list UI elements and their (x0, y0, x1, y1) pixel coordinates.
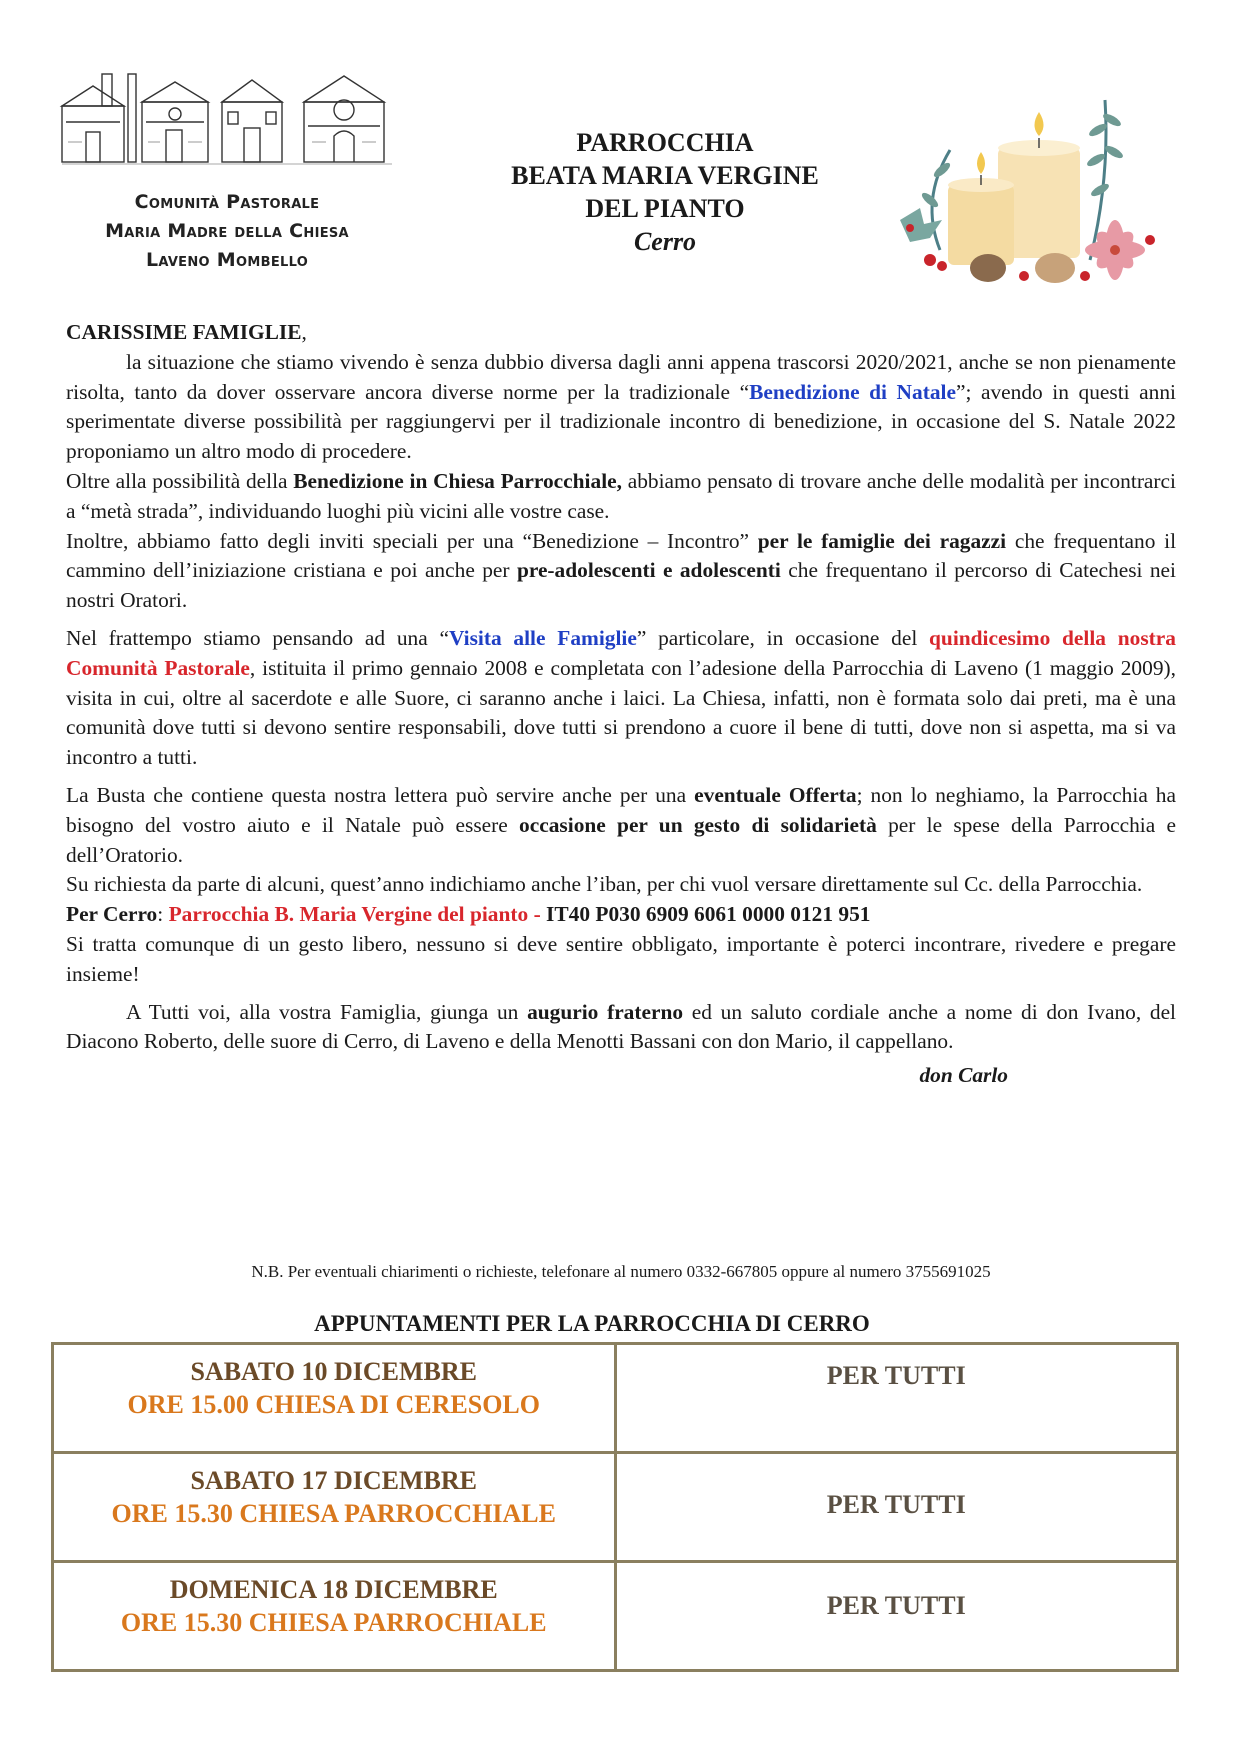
text-run: A Tutti voi, alla vostra Famiglia, giunga un (126, 999, 528, 1024)
greeting-punct: , (301, 320, 307, 344)
paragraph (66, 348, 1176, 467)
appointment-time: ORE 15.30 CHIESA PARROCCHIALE (111, 1499, 556, 1528)
iban-holder: Parrocchia B. Maria Vergine del pianto (168, 902, 529, 927)
text-run: abbiamo pensato di trovare anche delle modalità per incontrarci a “metà strada”, individuando luoghi più vicini alle vostre case. (66, 468, 1176, 523)
parish-line: BEATA MARIA VERGINE (511, 161, 819, 190)
signature: don Carlo (919, 1063, 1008, 1088)
appointment-who (615, 1453, 1178, 1562)
bold-run: Benedizione in Chiesa Parrocchiale, (293, 468, 622, 493)
paragraph (66, 998, 1176, 1058)
paragraph (66, 870, 1176, 900)
christmas-candles-illustration (880, 90, 1180, 285)
text-run: La Busta che contiene questa nostra lettera può servire anche per una (66, 782, 695, 807)
iban-code: IT40 P030 6909 6061 0000 0121 951 (546, 902, 871, 927)
paragraph (66, 781, 1176, 870)
text-run: Inoltre, abbiamo fatto degli inviti speciali per una “Benedizione – Incontro” (66, 528, 758, 553)
text-run: Oltre alla possibilità della (66, 468, 294, 493)
paragraph (66, 624, 1176, 773)
parish-location: Cerro (633, 227, 697, 256)
appointment-who (615, 1562, 1178, 1671)
text-run: che frequentano il percorso di Catechesi nei nostri Oratori. (66, 558, 1176, 613)
contact-note: N.B. Per eventuali chiarimenti o richieste, telefonare al numero 0332-667805 oppure al numero 3755691025 (251, 1262, 991, 1281)
appointment-time: ORE 15.30 CHIESA PARROCHIALE (120, 1608, 547, 1637)
appointment-who (615, 1344, 1178, 1453)
table-row (53, 1562, 1178, 1671)
appointment-day: SABATO 10 DICEMBRE (190, 1357, 478, 1386)
paragraph (66, 527, 1176, 616)
iban-line (66, 900, 1176, 930)
community-line: Comunità Pastorale (134, 191, 320, 213)
text-run: ed un saluto cordiale anche a nome di don Ivano, del Diacono Roberto, delle suore di Cerro, di Laveno e della Menotti Bassani con don Mario, il cappellano. (66, 999, 1177, 1054)
text-run: per le spese della Parrocchia e dell’Oratorio. (66, 812, 1176, 867)
appointment-audience: PER TUTTI (826, 1591, 966, 1620)
text-run: ”; avendo in questi anni sperimentate diverse possibilità per raggiungervi per il tradizionale incontro di benedizione, in occasione del S. Natale 2022 proponiamo un altro modo di procedere. (66, 379, 1176, 464)
community-name (58, 188, 396, 275)
highlight-blue: Benedizione di Natale (749, 379, 956, 404)
greeting-text: CARISSIME FAMIGLIE (66, 320, 302, 344)
greeting (66, 318, 1176, 348)
highlight-blue: Visita alle Famiglie (448, 625, 637, 650)
iban-dash: - (528, 902, 547, 927)
appointments-title: APPUNTAMENTI PER LA PARROCCHIA DI CERRO (314, 1311, 870, 1336)
appointment-audience: PER TUTTI (826, 1490, 966, 1519)
text-run: , istituita il primo gennaio 2008 e completata con l’adesione della Parrocchia di Laveno (1 maggio 2009), visita in cui, oltre al sacerdote e alle Suore, ci saranno anche i laici. La Chiesa, infatti, non è formata solo dai preti, ma è una comunità dove tutti si devono sentire responsabili, dove tutti si prendono a cuore il bene di tutti, dove non si aspetta, ma si va incontro a tutti. (66, 655, 1176, 770)
text-run: che frequentano il cammino dell’iniziazione cristiana e poi anche per (66, 528, 1177, 583)
text-run: Su richiesta da parte di alcuni, quest’anno indichiamo anche l’iban, per chi vuol versare direttamente sul Cc. della Parrocchia. (66, 872, 1143, 897)
churches-sketch-logo (58, 72, 396, 168)
text-run: Si tratta comunque di un gesto libero, nessuno si deve sentire obbligato, importante è poterci incontrare, rivedere e pregare insieme! (66, 931, 1176, 986)
appointment-day: DOMENICA 18 DICEMBRE (169, 1575, 498, 1604)
iban-colon: : (157, 902, 169, 927)
parish-line: PARROCCHIA (576, 128, 754, 157)
highlight-red: quindicesimo della nostra Comunità Pastorale (66, 625, 1176, 680)
appointment-time: ORE 15.00 CHIESA DI CERESOLO (127, 1390, 540, 1419)
parish-line: DEL PIANTO (585, 194, 745, 223)
table-row (53, 1344, 1178, 1453)
text-run: ” particolare, in occasione del (636, 625, 930, 650)
appointment-when (53, 1453, 616, 1562)
text-run: ; non lo neghiamo, la Parrocchia ha bisogno del vostro aiuto e il Natale può essere (66, 782, 1176, 837)
appointment-day: SABATO 17 DICEMBRE (190, 1466, 478, 1495)
bold-run: pre-adolescenti e adolescenti (516, 558, 781, 583)
parish-title (460, 126, 870, 258)
appointment-when (53, 1344, 616, 1453)
community-line: Laveno Mombello (145, 249, 309, 271)
bold-run: per le famiglie dei ragazzi (757, 528, 1007, 553)
bold-run: augurio fraterno (527, 999, 684, 1024)
letterhead (0, 0, 1240, 300)
community-line: Maria Madre della Chiesa (105, 220, 349, 242)
text-run: Nel frattempo stiamo pensando ad una “ (66, 625, 449, 650)
appointments-table (51, 1342, 1179, 1672)
bold-run: eventuale Offerta (694, 782, 857, 807)
table-row (53, 1453, 1178, 1562)
bold-run: occasione per un gesto di solidarietà (519, 812, 877, 837)
appointment-when (53, 1562, 616, 1671)
paragraph (66, 930, 1176, 990)
letter-body (66, 318, 1176, 1091)
appointment-audience: PER TUTTI (826, 1361, 966, 1390)
paragraph (66, 467, 1176, 527)
text-run: la situazione che stiamo vivendo è senza dubbio diversa dagli anni appena trascorsi 2020/2021, anche se non pienamente risolta, tanto da dover osservare ancora diverse norme per la tradizionale “ (66, 349, 1176, 404)
iban-label: Per Cerro (66, 902, 158, 927)
